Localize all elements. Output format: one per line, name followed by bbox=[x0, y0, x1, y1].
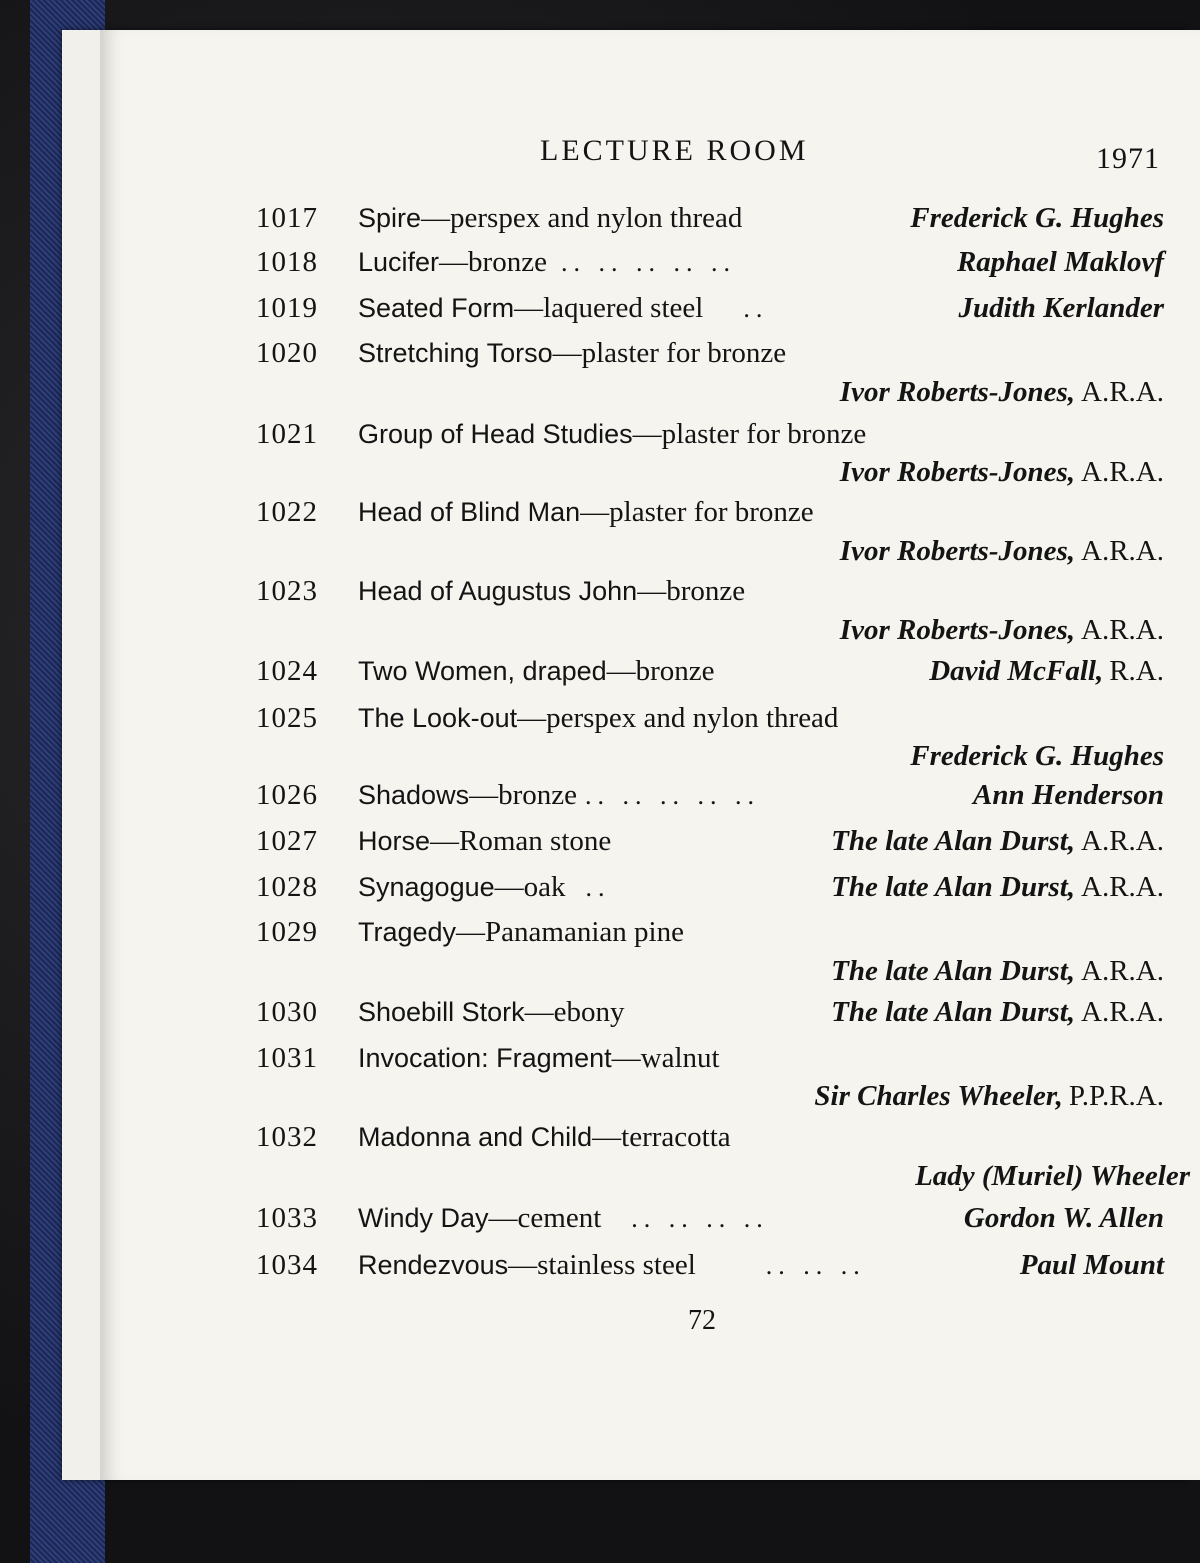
catalogue-entry bbox=[100, 1038, 1200, 1078]
entry-number: 1029 bbox=[256, 916, 318, 948]
entry-number: 1030 bbox=[256, 996, 318, 1028]
entry-artist-line bbox=[814, 1076, 1164, 1116]
catalogue-entry bbox=[100, 198, 1200, 238]
entry-medium: —bronze bbox=[606, 655, 715, 687]
entry-honour: A.R.A. bbox=[1081, 996, 1164, 1028]
entry-title-line bbox=[358, 651, 715, 691]
entry-artist: Paul Mount bbox=[1019, 1249, 1164, 1281]
leader-dots: .. .. .. .. .. bbox=[560, 248, 736, 277]
entry-medium: —cement bbox=[488, 1202, 602, 1234]
entry-title: Shoebill Stork bbox=[358, 997, 525, 1027]
entry-artist-line bbox=[840, 610, 1164, 650]
page-number: 72 bbox=[688, 1305, 716, 1336]
entry-medium: —Roman stone bbox=[430, 825, 612, 857]
entry-title-line bbox=[358, 1117, 731, 1157]
entry-artist-line bbox=[840, 531, 1164, 571]
entry-honour: A.R.A. bbox=[1081, 825, 1164, 857]
entry-number: 1033 bbox=[256, 1202, 318, 1234]
entry-title: Synagogue bbox=[358, 872, 495, 902]
catalogue-entry-artist-row bbox=[100, 951, 1200, 991]
entry-title-line bbox=[358, 414, 866, 454]
year-heading: 1971 bbox=[1096, 142, 1160, 175]
leader-dots: .. bbox=[585, 873, 611, 902]
entry-number: 1020 bbox=[256, 337, 318, 369]
catalogue-entry bbox=[100, 571, 1200, 611]
entry-title-line bbox=[358, 1038, 720, 1078]
entry-title: Madonna and Child bbox=[358, 1122, 593, 1152]
entry-artist-line bbox=[959, 288, 1164, 328]
entry-title-line bbox=[358, 867, 611, 908]
entry-title: The Look-out bbox=[358, 703, 518, 733]
entry-artist-line bbox=[840, 372, 1164, 412]
catalogue-entry bbox=[100, 1245, 1200, 1285]
entry-number: 1028 bbox=[256, 871, 318, 903]
entry-medium: —perspex and nylon thread bbox=[517, 702, 839, 734]
entry-number: 1026 bbox=[256, 779, 318, 811]
entry-medium: —plaster for bronze bbox=[580, 496, 814, 528]
entry-title-line bbox=[358, 698, 838, 738]
entry-title-line bbox=[358, 333, 786, 373]
entry-title-line bbox=[358, 198, 742, 238]
catalogue-entry-artist-row bbox=[100, 1156, 1200, 1196]
entry-artist-line bbox=[957, 242, 1164, 282]
leader-dots: .. bbox=[743, 294, 769, 323]
catalogue-page bbox=[100, 30, 1200, 1480]
entry-medium: —bronze bbox=[439, 246, 547, 278]
entry-artist-line bbox=[831, 821, 1164, 861]
entry-title: Head of Augustus John bbox=[358, 576, 638, 606]
entry-title: Head of Blind Man bbox=[358, 497, 581, 527]
entry-medium: —bronze bbox=[637, 575, 746, 607]
entry-number: 1034 bbox=[256, 1249, 318, 1281]
entry-artist: Lady (Muriel) Wheeler bbox=[915, 1160, 1190, 1192]
catalogue-entry bbox=[100, 651, 1200, 691]
entry-artist: Raphael Maklovf bbox=[956, 246, 1164, 278]
catalogue-entry-artist-row bbox=[100, 1076, 1200, 1116]
entry-artist: Frederick G. Hughes bbox=[910, 202, 1164, 234]
catalogue-entry-artist-row bbox=[100, 531, 1200, 571]
entry-artist-line bbox=[831, 951, 1164, 991]
entry-honour: R.A. bbox=[1109, 655, 1164, 687]
entry-artist: The late Alan Durst, bbox=[831, 825, 1076, 857]
catalogue-entry bbox=[100, 698, 1200, 738]
entry-title: Stretching Torso bbox=[358, 338, 553, 368]
catalogue-entry-artist-row bbox=[100, 610, 1200, 650]
entry-artist: David McFall, bbox=[929, 655, 1104, 687]
entry-medium: —bronze bbox=[469, 779, 577, 811]
entry-artist-line bbox=[915, 1156, 1190, 1196]
entry-artist: Ivor Roberts-Jones, bbox=[839, 456, 1076, 488]
entry-artist-line bbox=[910, 198, 1164, 238]
entry-number: 1025 bbox=[256, 702, 318, 734]
catalogue-entry bbox=[100, 414, 1200, 454]
entry-medium: —walnut bbox=[611, 1042, 720, 1074]
catalogue-entry bbox=[100, 242, 1200, 282]
entry-artist: Ivor Roberts-Jones, bbox=[839, 535, 1076, 567]
entry-honour: A.R.A. bbox=[1081, 614, 1164, 646]
entry-artist-line bbox=[964, 1198, 1164, 1238]
catalogue-entry bbox=[100, 1198, 1200, 1238]
entry-honour: A.R.A. bbox=[1081, 376, 1164, 408]
entry-honour: A.R.A. bbox=[1081, 456, 1164, 488]
entry-artist-line bbox=[831, 992, 1164, 1032]
entry-honour: P.P.R.A. bbox=[1068, 1080, 1164, 1112]
entry-title: Rendezvous bbox=[358, 1250, 509, 1280]
room-heading: LECTURE ROOM bbox=[540, 134, 809, 167]
entry-artist: Ivor Roberts-Jones, bbox=[839, 614, 1076, 646]
entry-title: Horse bbox=[358, 826, 431, 856]
entry-medium: —terracotta bbox=[592, 1121, 731, 1153]
entry-title: Shadows bbox=[358, 780, 470, 810]
entry-number: 1027 bbox=[256, 825, 318, 857]
entry-medium: —Panamanian pine bbox=[456, 916, 684, 948]
entry-title: Seated Form bbox=[358, 293, 515, 323]
entry-title: Invocation: Fragment bbox=[358, 1043, 612, 1073]
entry-medium: —plaster for bronze bbox=[552, 337, 787, 369]
catalogue-entry-artist-row bbox=[100, 452, 1200, 492]
catalogue-entry bbox=[100, 288, 1200, 328]
entry-medium: —plaster for bronze bbox=[632, 418, 867, 450]
entry-title-line bbox=[358, 992, 624, 1032]
catalogue-entry bbox=[100, 333, 1200, 373]
entry-title: Group of Head Studies bbox=[358, 419, 633, 449]
entry-title-line bbox=[358, 1245, 866, 1286]
leader-dots: .. .. .. .. bbox=[631, 1204, 769, 1233]
entry-number: 1022 bbox=[256, 496, 318, 528]
entry-number: 1032 bbox=[256, 1121, 318, 1153]
entry-title: Two Women, draped bbox=[358, 656, 607, 686]
catalogue-entry-artist-row bbox=[100, 736, 1200, 776]
entry-artist-line bbox=[831, 867, 1164, 907]
entry-medium: —perspex and nylon thread bbox=[421, 202, 743, 234]
catalogue-entry bbox=[100, 492, 1200, 532]
entry-medium: —oak bbox=[494, 871, 566, 903]
catalogue-entry-artist-row bbox=[100, 372, 1200, 412]
entry-title-line bbox=[358, 571, 745, 611]
entry-number: 1017 bbox=[256, 202, 318, 234]
entry-artist: The late Alan Durst, bbox=[831, 955, 1076, 987]
entry-artist: Sir Charles Wheeler, bbox=[814, 1080, 1063, 1112]
entry-artist: Gordon W. Allen bbox=[963, 1202, 1164, 1234]
entry-artist-line bbox=[910, 736, 1164, 776]
catalogue-entry bbox=[100, 912, 1200, 952]
entry-number: 1031 bbox=[256, 1042, 318, 1074]
entry-number: 1023 bbox=[256, 575, 318, 607]
catalogue-entry bbox=[100, 775, 1200, 815]
catalogue-entry bbox=[100, 1117, 1200, 1157]
entry-artist-line bbox=[840, 452, 1164, 492]
entry-honour: A.R.A. bbox=[1081, 955, 1164, 987]
entry-artist: Frederick G. Hughes bbox=[910, 740, 1164, 772]
entry-title-line bbox=[358, 242, 736, 283]
entry-title: Spire bbox=[358, 203, 422, 233]
entry-artist-line bbox=[973, 775, 1164, 815]
entry-honour: A.R.A. bbox=[1081, 871, 1164, 903]
entry-artist-line bbox=[929, 651, 1164, 691]
entry-artist: Ivor Roberts-Jones, bbox=[839, 376, 1076, 408]
entry-artist: The late Alan Durst, bbox=[831, 996, 1076, 1028]
entry-artist: The late Alan Durst, bbox=[831, 871, 1076, 903]
entry-artist-line bbox=[1020, 1245, 1164, 1285]
entry-title-line bbox=[358, 912, 684, 952]
catalogue-entry bbox=[100, 821, 1200, 861]
entry-honour: A.R.A. bbox=[1081, 535, 1164, 567]
entry-title-line bbox=[358, 821, 611, 861]
entry-number: 1024 bbox=[256, 655, 318, 687]
entry-title-line bbox=[358, 492, 814, 532]
entry-medium: —ebony bbox=[524, 996, 625, 1028]
entry-title: Windy Day bbox=[358, 1203, 489, 1233]
entry-medium: —laquered steel bbox=[514, 292, 704, 324]
entry-title: Lucifer bbox=[358, 247, 440, 277]
leader-dots: .. .. .. .. .. bbox=[584, 781, 760, 810]
entry-artist: Judith Kerlander bbox=[958, 292, 1164, 324]
entry-title-line bbox=[358, 1198, 769, 1239]
catalogue-entry bbox=[100, 992, 1200, 1032]
entry-number: 1019 bbox=[256, 292, 318, 324]
entry-number: 1021 bbox=[256, 418, 318, 450]
entry-title: Tragedy bbox=[358, 917, 457, 947]
entry-title-line bbox=[358, 288, 768, 329]
entry-artist: Ann Henderson bbox=[973, 779, 1164, 811]
catalogue-entry bbox=[100, 867, 1200, 907]
leader-dots: .. .. .. bbox=[765, 1251, 866, 1280]
entry-medium: —stainless steel bbox=[508, 1249, 696, 1281]
entry-title-line bbox=[358, 775, 760, 816]
entry-number: 1018 bbox=[256, 246, 318, 278]
